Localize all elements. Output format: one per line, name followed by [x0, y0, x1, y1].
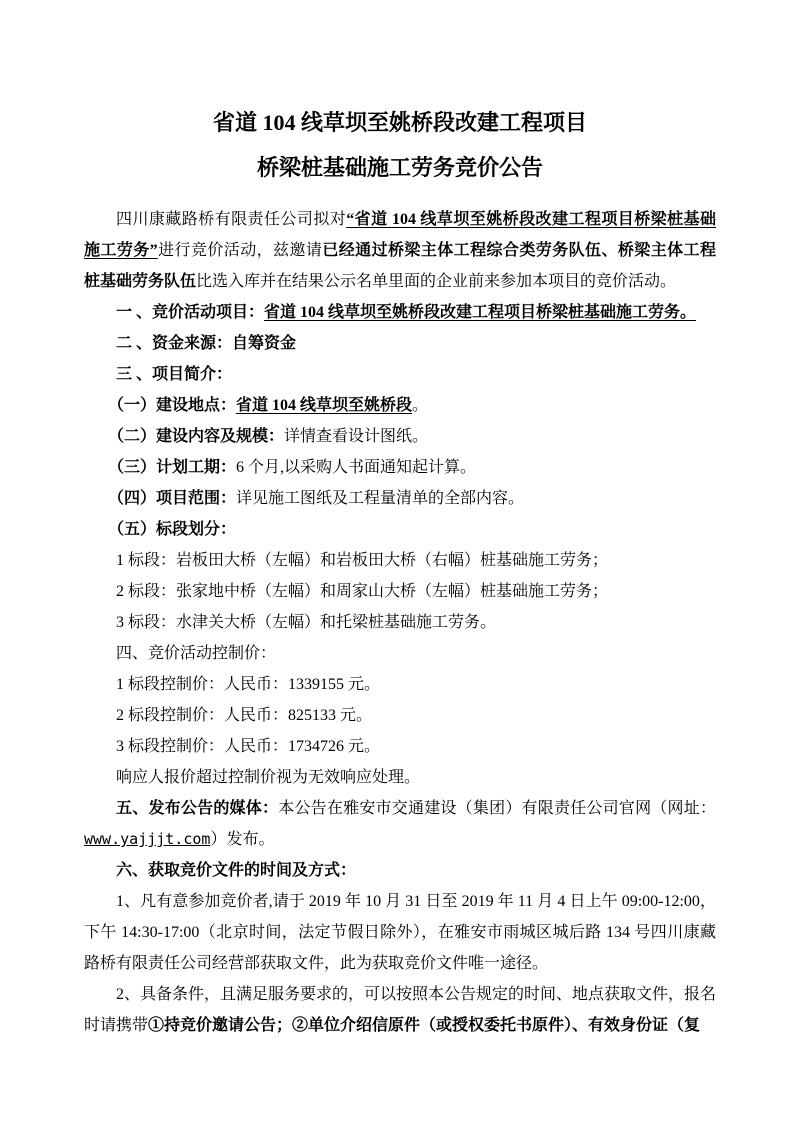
section-1-value: 省道 104 线草坝至姚桥段改建工程项目桥梁桩基础施工劳务。 [264, 304, 697, 321]
control-price-1: 1 标段控制价：人民币：1339155 元。 [116, 676, 381, 693]
intro-qualified-teams: 已经通过桥梁主体工程综合类劳务队伍、桥梁主体工程桩基础劳务队伍 [84, 242, 716, 290]
section-1-label: 一 、竞价活动项目： [116, 304, 265, 321]
section-3-heading [84, 359, 716, 390]
control-price-2: 2 标段控制价：人民币：825133 元。 [116, 707, 373, 724]
project-item-location-value: 省道 104 线草坝至姚桥段 [236, 397, 413, 414]
bid-section-3: 3 标段：水津关大桥（左幅）和托梁桩基础施工劳务。 [116, 614, 497, 631]
bid-section-2: 2 标段：张家地中桥（左幅）和周家山大桥（左幅）桩基础施工劳务； [116, 583, 609, 600]
media-text-post: ）发布。 [210, 831, 275, 848]
section-4-heading: 四、竞价活动控制价： [116, 645, 277, 662]
intro-pre: 四川康藏路桥有限责任公司拟对 [116, 211, 347, 228]
intro-mid: 进行竞价活动，兹邀请 [157, 242, 323, 259]
media-paragraph [84, 793, 716, 855]
intro-project-name: “省道 104 线草坝至姚桥段改建工程项目桥梁桩基础施工劳务” [84, 211, 716, 259]
bid-section-1: 1 标段：岩板田大桥（左幅）和岩板田大桥（右幅）桩基础施工劳务； [116, 552, 609, 569]
project-item-duration-label: （三）计划工期： [108, 459, 237, 476]
section-5-label: 五、发布公告的媒体： [116, 800, 279, 817]
intro-paragraph [84, 204, 716, 297]
section-6-heading [84, 855, 716, 886]
project-item-location [84, 390, 716, 421]
section-2-value: 自筹资金 [232, 335, 297, 352]
section-2-heading [84, 328, 716, 359]
section-1-heading [84, 297, 716, 328]
project-item-division [84, 514, 716, 545]
project-item-range [84, 483, 716, 514]
control-price-3: 3 标段控制价：人民币：1734726 元。 [116, 738, 381, 755]
website-link[interactable]: www.yajjjt.com [84, 830, 211, 848]
project-item-scope-value: 详情查看设计图纸。 [284, 428, 429, 445]
project-item-scope [84, 421, 716, 452]
media-text-pre: 本公告在雅安市交通建设（集团）有限责任公司官网（网址： [278, 800, 716, 817]
doc-title-line1: 省道 104 线草坝至姚桥段改建工程项目 [212, 110, 587, 135]
project-item-location-tail: 。 [412, 397, 429, 414]
project-item-range-label: （四）项目范围： [108, 490, 237, 507]
section-6-label: 六、获取竞价文件的时间及方式： [116, 862, 357, 879]
project-item-duration [84, 452, 716, 483]
project-item-location-label: （一）建设地点： [108, 397, 237, 414]
project-item-duration-value: 6 个月,以采购人书面通知起计算。 [236, 459, 477, 476]
project-item-division-label: （五）标段划分： [108, 521, 237, 538]
intro-post: 比选入库并在结果公示名单里面的企业前来参加本项目的竞价活动。 [196, 273, 677, 290]
control-price-note: 响应人报价超过控制价视为无效响应处理。 [116, 769, 421, 786]
section-2-label: 二 、资金来源： [116, 335, 233, 352]
requirements-pre: 2、具备条件，且满足服务要求的，可以按照本公告规定的时间、地点获取文件，报名时请携带 [84, 986, 717, 1034]
requirements-bold: ①持竞价邀请公告；②单位介绍信原件（或授权委托书原件）、有效身份证（复 [148, 1017, 701, 1034]
doc-title-line2: 桥梁桩基础施工劳务竞价公告 [256, 155, 543, 180]
project-item-range-value: 详见施工图纸及工程量清单的全部内容。 [236, 490, 525, 507]
project-item-scope-label: （二）建设内容及规模： [108, 428, 285, 445]
section-3-label: 三 、项目简介： [116, 366, 233, 383]
obtain-time-paragraph: 1、凡有意参加竞价者,请于 2019 年 10 月 31 日至 2019 年 11 月 4 日上午 09:00-12:00，下午 14:30-17:00（北京时间，法定节假日除外），在雅安市雨城区城后路 134 号四川康藏路桥有限责任公司经营部获取文件，此为获取竞价文件唯一途径。 [84, 893, 716, 972]
obtain-requirements-paragraph [84, 979, 716, 1041]
